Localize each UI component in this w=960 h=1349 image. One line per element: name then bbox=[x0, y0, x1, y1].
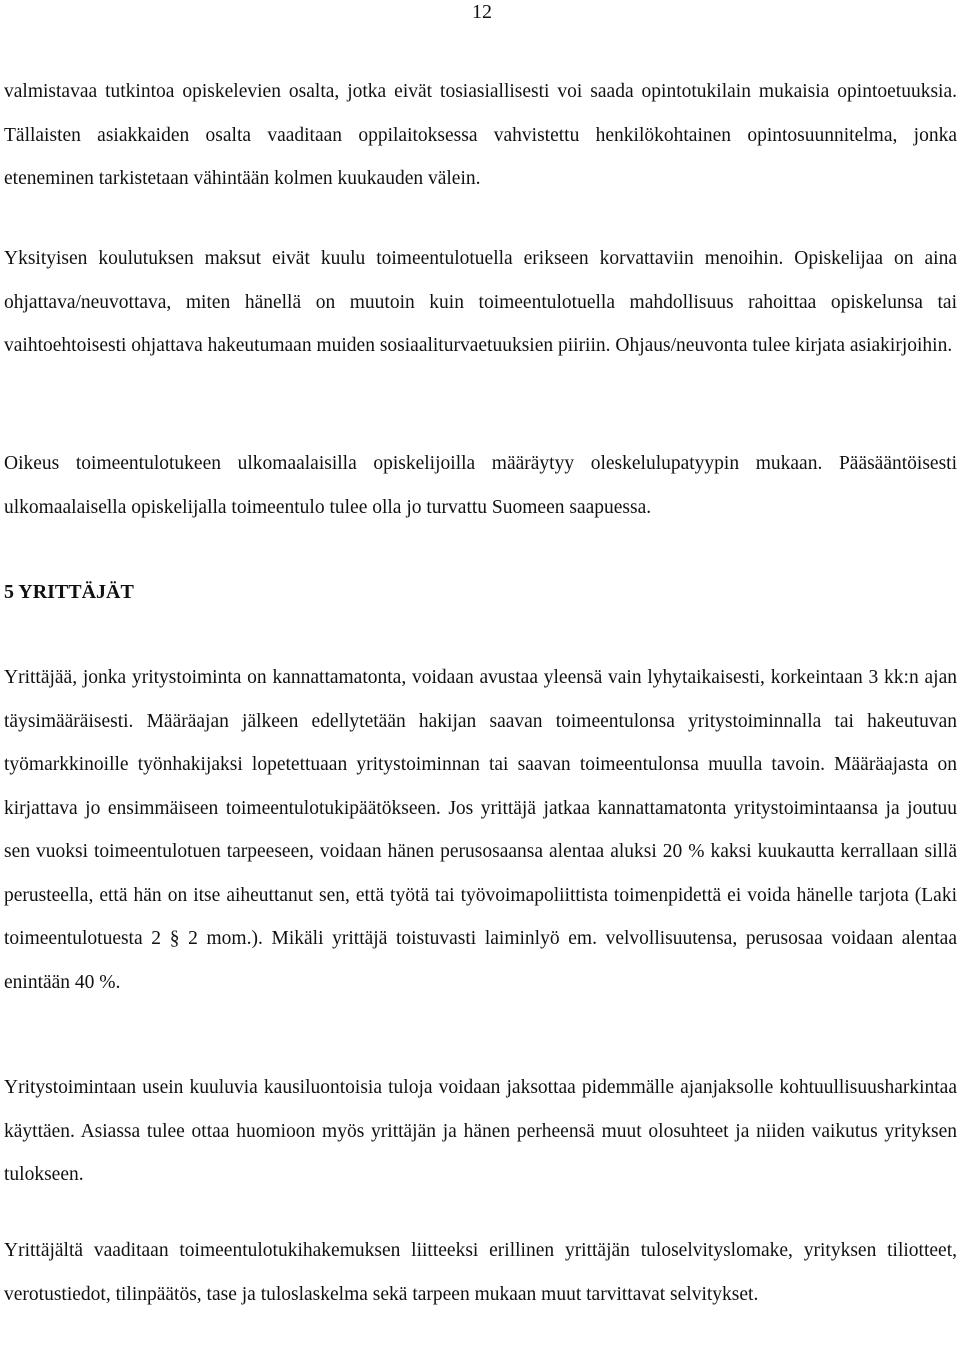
page-number: 12 bbox=[472, 1, 492, 23]
paragraph-student-income-intro: valmistavaa tutkintoa opiskelevien osalta, jotka eivät tosiasiallisesti voi saada opintotukilain mukaisia opintoetuuksia. Tällaisten asiakkaiden osalta vaaditaan oppilaitoksessa vahvistettu henkilökohtainen opintosuunnitelma, jonka eteneminen tarkistetaan vähintään kolmen kuukauden välein. bbox=[4, 81, 957, 189]
paragraph-private-education-fees: Yksityisen koulutuksen maksut eivät kuulu toimeentulotuella erikseen korvattaviin menoihin. Opiskelijaa on aina ohjattava/neuvottava, miten hänellä on muutoin kuin toimeentulotuella mahdollisuus rahoittaa opiskelunsa tai vaihtoehtoisesti ohjattava hakeutumaan muiden sosiaaliturvaetuuksien piiriin. Ohjaus/neuvonta tulee kirjata asiakirjoihin. bbox=[4, 248, 957, 356]
paragraph-unprofitable-business: Yrittäjää, jonka yritystoiminta on kannattamatonta, voidaan avustaa yleensä vain lyhytaikaisesti, korkeintaan 3 kk:n ajan täysimääräisesti. Määräajan jälkeen edellytetään hakijan saavan toimeentulonsa yritystoiminnalla tai hakeutuvan työmarkkinoille työnhakijaksi lopetettuaan yritystoiminnan tai saavan toimeentulonsa muulla tavoin. Määräajasta on kirjattava jo ensimmäiseen toimeentulotukipäätökseen. Jos yrittäjä jatkaa kannattamatonta yritystoimintaansa ja joutuu sen vuoksi toimeentulotuen tarpeeseen, voidaan hänen perusosaansa alentaa aluksi 20 % kaksi kuukautta kerrallaan sillä perusteella, että hän on itse aiheuttanut sen, että työtä tai työvoimapoliittista toimenpidettä ei voida hänelle tarjota (Laki toimeentulotuesta 2 § 2 mom.). Mikäli yrittäjä toistuvasti laiminlyö em. velvollisuutensa, perusosaa voidaan alentaa enintään 40 %. bbox=[4, 667, 957, 993]
paragraph-foreign-students: Oikeus toimeentulotukeen ulkomaalaisilla opiskelijoilla määräytyy oleskelulupatyypin mukaan. Pääsääntöisesti ulkomaalaisella opiskelijalla toimeentulo tulee olla jo turvattu Suomeen saapuessa. bbox=[4, 453, 957, 518]
paragraph-seasonal-income: Yritystoimintaan usein kuuluvia kausiluontoisia tuloja voidaan jaksottaa pidemmälle ajanjaksolle kohtuullisuusharkintaa käyttäen. Asiassa tulee ottaa huomioon myös yrittäjän ja hänen perheensä muut olosuhteet ja niiden vaikutus yrityksen tulokseen. bbox=[4, 1077, 957, 1185]
paragraph-required-documents: Yrittäjältä vaaditaan toimeentulotukihakemuksen liitteeksi erillinen yrittäjän tuloselvityslomake, yrityksen tiliotteet, verotustiedot, tilinpäätös, tase ja tuloslaskelma sekä tarpeen mukaan muut tarvittavat selvitykset. bbox=[4, 1240, 957, 1305]
section-heading-entrepreneurs: 5 YRITTÄJÄT bbox=[4, 581, 134, 603]
